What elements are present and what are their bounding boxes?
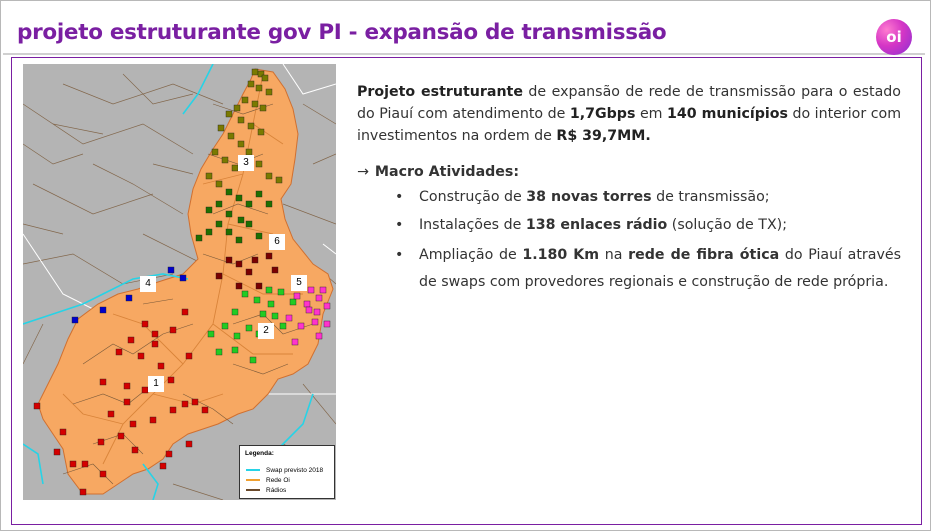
intro-paragraph [357,81,901,147]
municipality-marker [258,129,264,135]
municipality-marker [260,105,266,111]
municipality-marker [266,173,272,179]
oi-logo: oi [876,19,912,55]
legend-item-rede [246,477,290,486]
municipality-marker [242,97,248,103]
municipality-marker [186,441,192,447]
municipality-marker [248,123,254,129]
municipality-marker [166,451,172,457]
municipality-marker [246,221,252,227]
municipality-marker [238,117,244,123]
municipality-marker [152,331,158,337]
map-canvas [23,64,336,500]
municipality-marker [262,75,268,81]
municipality-marker [206,229,212,235]
municipality-marker [252,101,258,107]
municipality-marker [142,321,148,327]
legend-label-swap: Swap previsto 2018 [266,467,324,474]
municipality-marker [226,229,232,235]
municipality-marker [130,421,136,427]
map-legend [239,445,335,499]
municipality-marker [250,357,256,363]
list-item [357,242,901,296]
municipality-marker [298,323,304,329]
municipality-marker [196,235,202,241]
municipality-marker [138,353,144,359]
intro-bold-bandwidth: 1,7Gbps [569,106,636,122]
intro-text-2: em [635,106,668,122]
region-label-6: 6 [269,234,285,250]
municipality-marker [98,439,104,445]
municipality-marker [306,307,312,313]
legend-swatch-swap [246,469,260,471]
municipality-marker [216,201,222,207]
municipality-marker [160,463,166,469]
page-title: projeto estruturante gov PI - expansão de transmissão [17,20,667,45]
municipality-marker [228,133,234,139]
legend-label-rede: Rede Oi [266,477,290,484]
municipality-marker [254,297,260,303]
bullet-icon: • [395,247,404,263]
municipality-marker [206,207,212,213]
municipality-marker [316,333,322,339]
municipality-marker [272,313,278,319]
municipality-marker [236,237,242,243]
municipality-marker [286,315,292,321]
text-content [357,81,901,302]
municipality-marker [256,191,262,197]
municipality-marker [252,69,258,75]
municipality-marker [218,125,224,131]
municipality-marker [182,401,188,407]
municipality-marker [324,321,330,327]
item-text: na [599,247,629,263]
municipality-marker [242,291,248,297]
municipality-marker [268,301,274,307]
macro-list [357,186,901,296]
municipality-marker [80,489,86,495]
list-item [357,214,901,236]
municipality-marker [126,295,132,301]
municipality-marker [248,81,254,87]
legend-item-radios [246,487,286,496]
macro-title: Macro Atividades: [374,164,520,180]
municipality-marker [232,347,238,353]
title-bar [3,3,925,55]
municipality-marker [292,339,298,345]
region-label-5: 5 [291,275,307,291]
municipality-marker [206,173,212,179]
municipality-marker [312,319,318,325]
municipality-marker [246,325,252,331]
item-bold: 1.180 Km [522,247,600,263]
region-label-1: 1 [148,376,164,392]
municipality-marker [236,195,242,201]
region-label-3: 3 [238,155,254,171]
item-text: Construção de [419,189,527,205]
municipality-marker [320,287,326,293]
municipality-marker [252,257,258,263]
municipality-marker [272,267,278,273]
bullet-icon: • [395,189,404,205]
municipality-marker [152,341,158,347]
municipality-marker [294,293,300,299]
municipality-marker [238,217,244,223]
municipality-marker [118,433,124,439]
municipality-marker [266,201,272,207]
item-text: do Piauí através de swaps com provedores regionais e construção de rede própria. [419,247,901,290]
municipality-marker [222,157,228,163]
bullet-icon: • [395,217,404,233]
municipality-marker [170,327,176,333]
intro-bold-project: Projeto estruturante [357,84,523,100]
municipality-marker [246,269,252,275]
municipality-marker [266,287,272,293]
municipality-marker [216,181,222,187]
municipality-marker [132,447,138,453]
municipality-marker [212,149,218,155]
municipality-marker [60,429,66,435]
item-text: Ampliação de [419,247,523,263]
item-bold: 38 novas torres [526,189,652,205]
municipality-marker [290,299,296,305]
municipality-marker [216,349,222,355]
municipality-marker [278,289,284,295]
municipality-marker [170,407,176,413]
municipality-marker [72,317,78,323]
municipality-marker [34,403,40,409]
municipality-marker [256,161,262,167]
item-text: Instalações de [419,217,526,233]
list-item [357,186,901,208]
municipality-marker [180,275,186,281]
municipality-marker [324,303,330,309]
municipality-marker [232,309,238,315]
municipality-marker [226,111,232,117]
municipality-marker [304,301,310,307]
item-text: (solução de TX); [667,217,787,233]
item-bold: rede de fibra ótica [628,247,780,263]
municipality-marker [280,323,286,329]
municipality-marker [266,253,272,259]
municipality-marker [82,461,88,467]
municipality-marker [226,189,232,195]
intro-bold-municipios: 140 municípios [667,106,788,122]
macro-heading [357,161,901,183]
item-bold: 138 enlaces rádio [525,217,668,233]
item-text: de transmissão; [651,189,770,205]
municipality-marker [234,333,240,339]
municipality-marker [226,257,232,263]
municipality-marker [256,85,262,91]
municipality-marker [266,89,272,95]
municipality-marker [124,383,130,389]
municipality-marker [216,221,222,227]
legend-swatch-rede [246,479,260,481]
municipality-marker [70,461,76,467]
municipality-marker [246,201,252,207]
municipality-marker [124,399,130,405]
piaui-network-map [23,64,336,500]
municipality-marker [116,349,122,355]
municipality-marker [54,449,60,455]
municipality-marker [238,141,244,147]
municipality-marker [234,105,240,111]
legend-item-swap [246,467,323,476]
municipality-marker [208,331,214,337]
municipality-marker [222,323,228,329]
municipality-marker [236,261,242,267]
municipality-marker [168,377,174,383]
municipality-marker [158,363,164,369]
municipality-marker [260,311,266,317]
municipality-marker [100,307,106,313]
municipality-marker [128,337,134,343]
municipality-marker [168,267,174,273]
municipality-marker [236,283,242,289]
municipality-marker [276,177,282,183]
municipality-marker [316,295,322,301]
municipality-marker [256,283,262,289]
region-label-2: 2 [258,323,274,339]
region-label-4: 4 [140,276,156,292]
legend-title: Legenda: [245,450,274,457]
municipality-marker [192,399,198,405]
municipality-marker [314,309,320,315]
municipality-marker [216,273,222,279]
municipality-marker [308,287,314,293]
arrow-icon: → [357,164,369,180]
municipality-marker [182,309,188,315]
municipality-marker [100,471,106,477]
municipality-marker [108,411,114,417]
municipality-marker [186,353,192,359]
legend-swatch-radios [246,489,260,491]
intro-text-1: de expansão de rede de transmissão para o estado do Piauí com atendimento de [357,84,901,122]
intro-bold-investment: R$ 39,7MM. [556,128,651,144]
municipality-marker [150,417,156,423]
municipality-marker [202,407,208,413]
municipality-marker [100,379,106,385]
legend-label-radios: Rádios [266,487,287,494]
municipality-marker [226,211,232,217]
intro-text-3: do interior com investimentos na ordem de [357,106,902,144]
municipality-marker [256,233,262,239]
